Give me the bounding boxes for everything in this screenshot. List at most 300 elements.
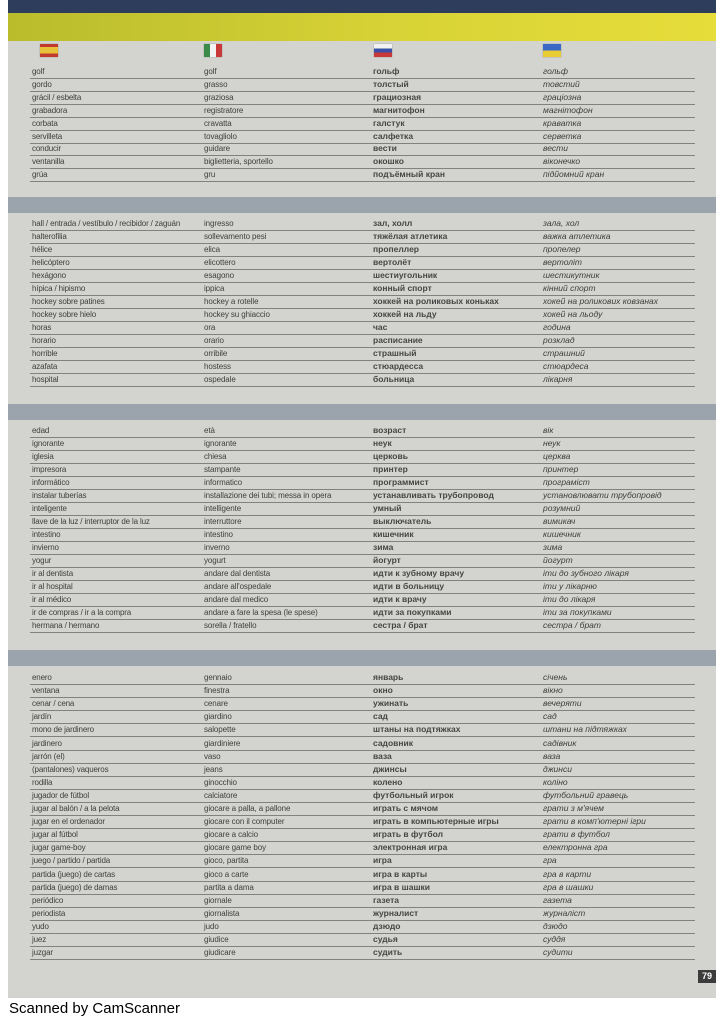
vocabulary-row <box>30 360 695 374</box>
word-ru: расписание <box>373 335 423 345</box>
word-ru: журналист <box>373 907 419 918</box>
word-ru: кишечник <box>373 529 414 539</box>
word-es: yogur <box>32 556 52 565</box>
vocabulary-row <box>30 269 695 283</box>
vocabulary-row <box>30 841 695 855</box>
vocabulary-row <box>30 463 695 477</box>
word-ru: магнитофон <box>373 104 425 115</box>
vocabulary-row <box>30 243 695 257</box>
word-es: mono de jardinero <box>32 725 94 735</box>
word-ua: зима <box>543 542 563 552</box>
russia-flag-icon <box>374 44 392 57</box>
word-ua: дзюдо <box>543 920 568 931</box>
word-it: graziosa <box>204 92 234 102</box>
word-ua: вертоліт <box>543 257 582 267</box>
word-it: finestra <box>204 686 230 696</box>
word-ru: устанавливать трубопровод <box>373 490 494 500</box>
word-ua: вік <box>543 425 554 435</box>
word-ru: играть с мячом <box>373 803 439 813</box>
word-es: azafata <box>32 362 58 371</box>
vocabulary-row <box>30 217 695 231</box>
word-ua: принтер <box>543 464 579 474</box>
word-ua: садівник <box>543 737 577 748</box>
word-ua: краватка <box>543 117 582 128</box>
word-it: giudicare <box>204 948 236 958</box>
word-ua: суддя <box>543 934 566 944</box>
vocabulary-row <box>30 567 695 581</box>
word-it: età <box>204 426 215 435</box>
vocabulary-row <box>30 528 695 542</box>
vocabulary-row <box>30 91 695 105</box>
word-ru: штаны на подтяжках <box>373 724 461 735</box>
word-ua: вимикач <box>543 516 576 526</box>
word-ru: зима <box>373 542 394 552</box>
scanner-watermark: Scanned by CamScanner <box>9 1000 180 1017</box>
word-es: hélice <box>32 245 53 254</box>
word-ru: пропеллер <box>373 244 419 254</box>
vocabulary-row <box>30 321 695 335</box>
word-es: rodilla <box>32 777 53 787</box>
word-it: giocare con il computer <box>204 817 285 827</box>
word-ru: стюардесса <box>373 361 424 371</box>
word-ua: футбольний гравець <box>543 789 629 800</box>
vocabulary-row <box>30 881 695 895</box>
word-ua: іти до лікаря <box>543 594 596 604</box>
word-es: ignorante <box>32 439 65 448</box>
word-ru: страшный <box>373 348 417 358</box>
word-ua: вікно <box>543 685 563 696</box>
word-it: chiesa <box>204 452 227 461</box>
word-it: inverno <box>204 543 230 552</box>
word-ru: окно <box>373 685 393 696</box>
word-it: guidare <box>204 144 230 154</box>
vocabulary-row <box>30 424 695 438</box>
section-divider-bar <box>8 404 716 420</box>
word-ru: сестра / брат <box>373 620 428 630</box>
word-ua: підйомний кран <box>543 169 605 180</box>
word-it: ginocchio <box>204 777 237 787</box>
word-ua: програміст <box>543 477 590 487</box>
vocabulary-row <box>30 854 695 868</box>
vocabulary-row <box>30 168 695 182</box>
word-ru: игра в шашки <box>373 881 431 892</box>
word-it: judo <box>204 921 219 931</box>
word-it: intestino <box>204 530 233 539</box>
word-ru: программист <box>373 477 429 487</box>
word-it: jeans <box>204 764 223 774</box>
word-ru: вести <box>373 143 397 154</box>
word-it: gioco, partita <box>204 856 249 866</box>
word-ua: граціозна <box>543 91 582 102</box>
word-es: juzgar <box>32 948 53 958</box>
vocabulary-row <box>30 554 695 568</box>
word-ru: йогурт <box>373 555 401 565</box>
word-es: grabadora <box>32 105 68 115</box>
vocabulary-row <box>30 737 695 751</box>
word-es: iglesia <box>32 452 54 461</box>
word-es: periódico <box>32 895 64 905</box>
word-ru: зал, холл <box>373 218 413 228</box>
page-number: 79 <box>698 970 716 983</box>
word-ua: ваза <box>543 750 561 761</box>
word-es: gordo <box>32 79 52 89</box>
word-ua: гра в шашки <box>543 881 594 892</box>
word-ua: розклад <box>543 335 575 345</box>
word-ru: колено <box>373 776 403 787</box>
word-ua: коліно <box>543 776 568 787</box>
word-es: hexágono <box>32 271 66 280</box>
word-ua: джинси <box>543 763 572 774</box>
word-it: orribile <box>204 349 228 358</box>
vocabulary-row <box>30 155 695 169</box>
word-ru: сад <box>373 711 388 722</box>
word-es: horas <box>32 323 52 332</box>
word-it: hockey su ghiaccio <box>204 310 270 319</box>
vocabulary-row <box>30 437 695 451</box>
vocabulary-row <box>30 347 695 361</box>
word-ua: газета <box>543 894 572 905</box>
word-ua: неук <box>543 438 561 448</box>
word-ru: играть в футбол <box>373 829 443 840</box>
word-ua: магнітофон <box>543 104 593 115</box>
word-es: ir al médico <box>32 595 72 604</box>
word-it: cenare <box>204 699 228 709</box>
word-it: hostess <box>204 362 231 371</box>
word-ru: толстый <box>373 78 409 89</box>
word-ru: вертолёт <box>373 257 412 267</box>
vocabulary-row <box>30 907 695 921</box>
word-ua: кишечник <box>543 529 581 539</box>
word-ru: дзюдо <box>373 920 401 931</box>
word-it: ora <box>204 323 216 332</box>
word-es: hockey sobre hielo <box>32 310 97 319</box>
top-color-band <box>8 0 716 13</box>
word-es: jugar al balón / a la pelota <box>32 804 120 813</box>
word-es: jugar game-boy <box>32 843 86 853</box>
word-it: stampante <box>204 465 241 474</box>
vocabulary-row <box>30 933 695 947</box>
word-es: intestino <box>32 530 61 539</box>
word-ua: вечеряти <box>543 698 582 709</box>
word-es: periodista <box>32 908 66 918</box>
word-es: conducir <box>32 144 62 154</box>
word-ru: футбольный игрок <box>373 789 454 800</box>
word-es: impresora <box>32 465 67 474</box>
word-es: hípica / hipismo <box>32 284 86 293</box>
word-ua: йогурт <box>543 555 573 565</box>
word-ua: важка атлетика <box>543 231 611 241</box>
italy-flag-icon <box>204 44 222 57</box>
word-es: hockey sobre patines <box>32 297 105 306</box>
word-it: yogurt <box>204 556 226 565</box>
word-ru: возраст <box>373 425 407 435</box>
word-it: orario <box>204 336 224 345</box>
word-it: giardiniere <box>204 738 241 748</box>
word-es: horrible <box>32 349 58 358</box>
word-it: grasso <box>204 79 228 89</box>
word-es: jugar en el ordenador <box>32 817 105 827</box>
word-ru: тяжёлая атлетика <box>373 231 448 241</box>
word-ua: грати з м'ячем <box>543 803 604 813</box>
vocabulary-row <box>30 763 695 777</box>
word-it: interruttore <box>204 517 242 526</box>
word-es: grúa <box>32 170 48 180</box>
word-es: jardinero <box>32 738 62 748</box>
word-it: vaso <box>204 751 221 761</box>
word-ru: час <box>373 322 388 332</box>
word-es: llave de la luz / interruptor de la luz <box>32 517 150 526</box>
word-ru: хоккей на роликовых коньках <box>373 296 499 306</box>
vocabulary-row <box>30 802 695 816</box>
word-ua: сестра / брат <box>543 620 601 630</box>
word-ua: іти у лікарню <box>543 581 597 591</box>
vocabulary-row <box>30 502 695 516</box>
word-it: sorella / fratello <box>204 621 257 630</box>
word-it: gru <box>204 170 216 180</box>
vocabulary-row <box>30 130 695 144</box>
word-ru: окошко <box>373 156 404 167</box>
word-ua: шестикутник <box>543 270 600 280</box>
word-it: andare dal dentista <box>204 569 271 578</box>
word-ru: играть в компьютерные игры <box>373 816 499 827</box>
word-es: hermana / hermano <box>32 621 100 630</box>
word-ru: идти за покупками <box>373 607 452 617</box>
word-es: corbata <box>32 118 58 128</box>
vocabulary-row <box>30 750 695 764</box>
vocabulary-row <box>30 946 695 960</box>
vocabulary-row <box>30 308 695 322</box>
word-es: halterofilia <box>32 232 67 241</box>
word-es: (pantalones) vaqueros <box>32 764 109 774</box>
word-it: giornalista <box>204 908 240 918</box>
vocabulary-row <box>30 142 695 156</box>
word-es: partida (juego) de damas <box>32 882 118 892</box>
word-es: ir al dentista <box>32 569 74 578</box>
word-ua: страшний <box>543 348 585 358</box>
word-it: cravatta <box>204 118 232 128</box>
vocabulary-row <box>30 450 695 464</box>
word-it: gioco a carte <box>204 869 249 879</box>
vocabulary-row <box>30 104 695 118</box>
word-ua: кінний спорт <box>543 283 596 293</box>
word-ru: хоккей на льду <box>373 309 437 319</box>
word-es: jarrón (el) <box>32 751 65 761</box>
word-ru: подъёмный кран <box>373 169 445 180</box>
word-ru: галстук <box>373 117 405 128</box>
word-it: ignorante <box>204 439 237 448</box>
vocabulary-row <box>30 619 695 633</box>
vocabulary-row <box>30 373 695 387</box>
word-ua: пропелер <box>543 244 581 254</box>
word-es: jugador de fútbol <box>32 790 90 800</box>
word-ua: хокей на льоду <box>543 309 603 319</box>
yellow-header-band <box>8 13 716 41</box>
word-ua: вести <box>543 143 568 154</box>
word-it: ospedale <box>204 375 236 384</box>
section-divider-bar <box>8 650 716 666</box>
dictionary-page <box>8 0 716 998</box>
word-ru: грациозная <box>373 91 422 102</box>
vocabulary-row <box>30 723 695 737</box>
word-ua: установлювати трубопровід <box>543 490 662 500</box>
vocabulary-row <box>30 515 695 529</box>
vocabulary-row <box>30 65 695 79</box>
word-ru: умный <box>373 503 402 513</box>
word-it: elicottero <box>204 258 236 267</box>
word-it: giocare a palla, a pallone <box>204 804 291 813</box>
vocabulary-row <box>30 489 695 503</box>
word-ua: церква <box>543 451 571 461</box>
word-ru: игра в карты <box>373 868 428 879</box>
vocabulary-row <box>30 776 695 790</box>
vocabulary-row <box>30 920 695 934</box>
word-ru: игра <box>373 855 392 866</box>
word-es: yudo <box>32 921 49 931</box>
word-es: ventanilla <box>32 157 65 167</box>
word-es: enero <box>32 673 52 682</box>
vocabulary-row <box>30 580 695 594</box>
word-es: ir al hospital <box>32 582 73 591</box>
word-it: elica <box>204 245 220 254</box>
word-ua: січень <box>543 672 568 682</box>
word-ua: віконечко <box>543 156 581 167</box>
word-ru: январь <box>373 672 404 682</box>
word-ua: зала, хол <box>543 218 580 228</box>
word-ua: година <box>543 322 571 332</box>
word-ua: іти до зубного лікаря <box>543 568 629 578</box>
word-ua: грати в комп'ютерні ігри <box>543 816 646 827</box>
word-es: servilleta <box>32 131 63 141</box>
word-it: gennaio <box>204 673 232 682</box>
word-ua: електронна гра <box>543 842 608 853</box>
ukraine-flag-icon <box>543 44 561 57</box>
word-it: registratore <box>204 105 244 115</box>
word-es: juez <box>32 935 47 944</box>
word-es: grácil / esbelta <box>32 92 82 102</box>
word-it: biglietteria, sportello <box>204 157 273 167</box>
vocabulary-row <box>30 334 695 348</box>
word-it: giudice <box>204 935 229 944</box>
word-it: calciatore <box>204 790 238 800</box>
word-it: sollevamento pesi <box>204 232 267 241</box>
word-ru: газета <box>373 894 399 905</box>
word-es: hospital <box>32 375 59 384</box>
word-ua: іти за покупками <box>543 607 612 617</box>
word-it: ippica <box>204 284 225 293</box>
word-es: juego / partido / partida <box>32 856 111 866</box>
word-it: giocare a calcio <box>204 830 258 840</box>
word-it: golf <box>204 67 217 76</box>
word-ru: идти в больницу <box>373 581 445 591</box>
vocabulary-row <box>30 256 695 270</box>
word-es: jardín <box>32 712 52 722</box>
word-es: instalar tuberías <box>32 491 87 500</box>
word-ru: ужинать <box>373 698 409 709</box>
word-ru: судья <box>373 934 398 944</box>
word-ua: журналіст <box>543 907 586 918</box>
vocabulary-row <box>30 282 695 296</box>
word-ua: розумний <box>543 503 581 513</box>
word-ua: гра в карти <box>543 868 592 879</box>
vocabulary-row <box>30 671 695 685</box>
vocabulary-row <box>30 697 695 711</box>
word-it: partita a dama <box>204 882 254 892</box>
word-it: giardino <box>204 712 232 722</box>
vocabulary-row <box>30 868 695 882</box>
word-es: edad <box>32 426 50 435</box>
word-it: hockey a rotelle <box>204 297 259 306</box>
word-ua: гольф <box>543 66 569 76</box>
word-ru: принтер <box>373 464 408 474</box>
word-ru: конный спорт <box>373 283 432 293</box>
word-it: intelligente <box>204 504 242 513</box>
vocabulary-row <box>30 541 695 555</box>
word-it: giornale <box>204 895 232 905</box>
vocabulary-row <box>30 476 695 490</box>
word-ua: хокей на роликових ковзанах <box>543 296 659 306</box>
word-ua: сад <box>543 711 557 722</box>
word-ru: судить <box>373 947 403 958</box>
vocabulary-row <box>30 230 695 244</box>
word-ru: идти к врачу <box>373 594 427 604</box>
word-ua: стюардеса <box>543 361 589 371</box>
word-ua: лікарня <box>543 374 573 384</box>
vocabulary-row <box>30 684 695 698</box>
word-ru: больница <box>373 374 415 384</box>
word-ua: грати в футбол <box>543 829 610 840</box>
vocabulary-row <box>30 815 695 829</box>
vocabulary-row <box>30 710 695 724</box>
word-ua: товстий <box>543 78 580 89</box>
word-ru: электронная игра <box>373 842 448 853</box>
word-es: inteligente <box>32 504 67 513</box>
word-ru: гольф <box>373 66 400 76</box>
word-es: ir de compras / ir a la compra <box>32 608 132 617</box>
word-es: ventana <box>32 686 60 696</box>
vocabulary-row <box>30 828 695 842</box>
word-es: horario <box>32 336 56 345</box>
vocabulary-row <box>30 117 695 131</box>
word-ru: садовник <box>373 737 413 748</box>
word-ua: серветка <box>543 130 582 141</box>
word-it: ingresso <box>204 219 234 228</box>
word-ru: салфетка <box>373 130 414 141</box>
word-es: jugar al fútbol <box>32 830 78 840</box>
word-es: hall / entrada / vestíbulo / recibidor / zaguán <box>32 219 181 228</box>
word-ru: неук <box>373 438 392 448</box>
word-it: installazione dei tubi; messa in opera <box>204 491 332 500</box>
word-es: helicóptero <box>32 258 70 267</box>
word-es: informático <box>32 478 70 487</box>
word-ru: выключатель <box>373 516 432 526</box>
spain-flag-icon <box>40 44 58 57</box>
vocabulary-row <box>30 894 695 908</box>
word-it: informatico <box>204 478 243 487</box>
vocabulary-row <box>30 789 695 803</box>
word-it: andare all'ospedale <box>204 582 272 591</box>
vocabulary-row <box>30 606 695 620</box>
word-ru: церковь <box>373 451 408 461</box>
word-es: golf <box>32 67 45 76</box>
word-es: partida (juego) de cartas <box>32 869 115 879</box>
word-it: salopette <box>204 725 236 735</box>
word-es: cenar / cena <box>32 699 75 709</box>
word-it: andare dal medico <box>204 595 269 604</box>
vocabulary-row <box>30 593 695 607</box>
vocabulary-row <box>30 295 695 309</box>
word-ua: штани на підтяжках <box>543 724 627 735</box>
word-it: giocare game boy <box>204 843 266 853</box>
